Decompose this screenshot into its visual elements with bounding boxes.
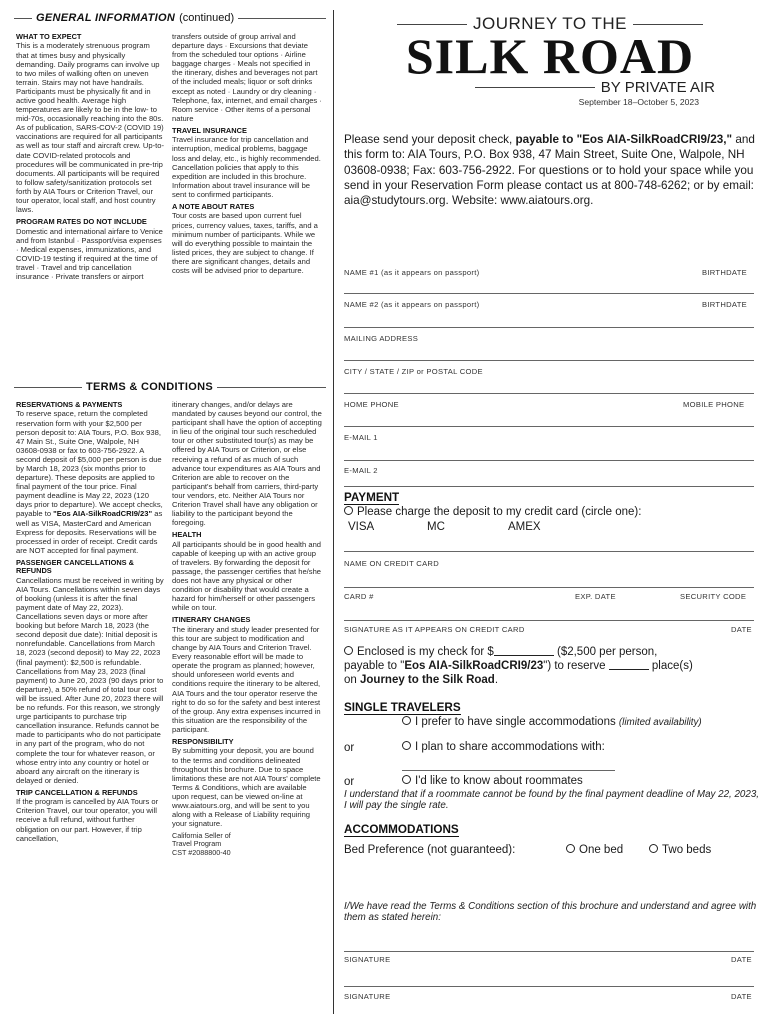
not-include-body: Domestic and international airfare to Venice and from Istanbul · Passport/visa expenses · Medical expenses, immunizations, and COVID-19 testing if required at the time of travel · Travel and trip cancellation insurance · Private transfers or airport bbox=[16, 226, 163, 282]
signature1-field[interactable] bbox=[344, 951, 754, 952]
security-code-label: SECURITY CODE bbox=[680, 592, 747, 601]
one-bed-text: One bed bbox=[579, 844, 624, 856]
payable-to: payable to "Eos AIA-SilkRoadCRI9/23," bbox=[515, 133, 733, 146]
email1-label: E-MAIL 1 bbox=[344, 433, 378, 442]
trip-cancel-continued: itinerary changes, and/or delays are mandated by causes beyond our control, the participant shall have the option of accepting in lieu of the original tour such rescheduled tour or other substituted tour(s) as may be offered by AIA Tours or Criterion, or else receiving a refund of as much of such advance tour expenditures as AIA Tours and Criterion are able to recover on the participant's behalf from carriers, third-party tour vendors, etc. Neither AIA Tours nor Criterion Travel shall have any obligation or liability to the participant beyond the foregoing. bbox=[172, 400, 322, 528]
name1-field[interactable] bbox=[344, 293, 754, 294]
terms-heading: TERMS & CONDITIONS bbox=[14, 381, 326, 393]
name2-field[interactable] bbox=[344, 327, 754, 328]
reservations-body-2: as well as VISA, MasterCard and American Express for deposits. Reservations will be processed in order of receipt. Credit cards are NOT accepted for final payment. bbox=[16, 509, 163, 555]
payment-heading: PAYMENT bbox=[344, 491, 400, 504]
single-accom-radio[interactable] bbox=[402, 716, 411, 725]
signature1-date-label: DATE bbox=[731, 955, 752, 964]
terms-agreement: I/We have read the Terms & Conditions section of this brochure and understand and agree with them as stated herein: bbox=[344, 901, 757, 923]
single-travelers-heading: SINGLE TRAVELERS bbox=[344, 701, 461, 714]
reservations-payee: "Eos AIA-SilkRoadCRI9/23" bbox=[53, 509, 153, 519]
general-col-2 bbox=[172, 32, 322, 278]
city-label: CITY / STATE / ZIP or POSTAL CODE bbox=[344, 367, 483, 376]
card-name-field[interactable] bbox=[344, 551, 754, 552]
tour-dates: September 18–October 5, 2023 bbox=[578, 97, 699, 107]
itinerary-body: The itinerary and study leader presented for this tour are subject to modification and change by AIA Tours and Criterion Travel. Every reasonable effort will be made to operate the program as planned; however, should unforeseen world events and conditions require the itinerary to be altered, AIA Tours and the tour operator reserve the right to do so for the safety and best interest of the group. Any extra expenses incurred in this situation are the responsibility of the participant. bbox=[172, 624, 321, 734]
phone-field[interactable] bbox=[344, 426, 754, 427]
signature2-date-label: DATE bbox=[731, 992, 752, 1001]
health-title: HEALTH bbox=[172, 530, 202, 540]
or-1: or bbox=[344, 742, 355, 754]
private-air-text: BY PRIVATE AIR bbox=[600, 79, 715, 96]
places-blank[interactable] bbox=[609, 660, 649, 670]
exp-date-label: EXP. DATE bbox=[575, 592, 616, 601]
mc-option[interactable]: MC bbox=[427, 521, 445, 533]
terms-col-1 bbox=[16, 400, 164, 846]
health-body: All participants should be in good health and capable of keeping up with an active group of travelers. By forwarding the deposit for passage, the passenger certifies that he/she does not have any physical or other condition or disability that would create a hazard for him/herself or other passengers while on tour. bbox=[172, 539, 322, 613]
signature2-label: SIGNATURE bbox=[344, 992, 391, 1001]
mobile-phone-label: MOBILE PHONE bbox=[683, 400, 745, 409]
signature2-field[interactable] bbox=[344, 986, 754, 987]
roommate-text: I'd like to know about roommates bbox=[415, 775, 583, 787]
signature1-label: SIGNATURE bbox=[344, 955, 391, 964]
trip-cancel-body: If the program is cancelled by AIA Tours or Criterion Travel, our tour operator, you will receive a full refund, without further obligation on our part. However, if trip cancellation, bbox=[16, 797, 159, 843]
journey-text: JOURNEY TO THE bbox=[472, 14, 628, 33]
name2-label: NAME #2 (as it appears on passport) bbox=[344, 300, 480, 309]
general-info-heading: GENERAL INFORMATION (continued) bbox=[14, 12, 326, 24]
email1-field[interactable] bbox=[344, 460, 754, 461]
card-signature-field[interactable] bbox=[344, 620, 754, 621]
email2-field[interactable] bbox=[344, 486, 754, 487]
share-accom-text: I plan to share accommodations with: bbox=[415, 741, 605, 753]
accommodations-heading: ACCOMMODATIONS bbox=[344, 823, 459, 836]
birthdate2-label: BIRTHDATE bbox=[702, 300, 748, 309]
card-signature-date-label: DATE bbox=[731, 625, 752, 634]
passenger-cancel-body: Cancellations must be received in writing by AIA Tours. Cancellations within seven days of booking (unless it is after the final payment date of May 22, 2023). Cancellations seven days or more after booking but before March 18, 2023 (the second deposit due date): Initial deposit is nonrefundable. Cancellations from March 18, 2023 (second deposit) to May 22, 2023 (final payment): $2,500 is refundable. Cancellations from May 23, 2023 (final payment) to June 20, 2023 (90 days prior to departure), a 50% refund of total tour cost will be issued. After June 20, 2023 there will be no refunds. For this reason, we strongly urge participants to purchase trip cancellation insurance. Refunds cannot be made to participants who do not participate in any part of the program, who do not complete the tour for whatever reason, or whose entry into any country or hotel or aboard any aircraft on the itinerary is delayed or denied. bbox=[16, 575, 164, 785]
exclusions-continued: transfers outside of group arrival and departure days · Excursions that deviate from the scheduled tour options · Airline baggage charges · Meals not specified in the itinerary, dishes and beverages not part of the included meals; liquor or soft drinks except as noted · Laundry or dry cleaning · Telephone, fax, internet, and email charges · Room service · Other items of a personal nature bbox=[172, 32, 322, 123]
travel-insurance-body: Travel insurance for trip cancellation and interruption, medical problems, baggage loss and delay, etc., is highly recommended. Cancellation policies that apply to this expedition are included in this brochure. Information about travel insurance will be sent to confirmed participants. bbox=[172, 135, 321, 199]
or-2: or bbox=[344, 776, 355, 788]
rates-note-body: Tour costs are based upon current fuel prices, currency values, taxes, tariffs, and a minimum number of participants. While we will do everything possible to maintain the listed prices, they are subject to change. If there are significant changes, details and costs will be advised prior to departure. bbox=[172, 211, 318, 275]
terms-col-2 bbox=[172, 400, 322, 857]
reservations-body-1: To reserve space, return the completed reservation form with your $2,500 per person deposit to: AIA Tours, P.O. Box 938, 47 Main St., Suite One, Walpole, NH 03608-0938 or fax to 603-756-2922. A second deposit of $5,000 per person is due by March 18, 2023 (six months prior to departure). These deposits are applied to final payment of the tour price. Final payment deadline is May 22, 2023 (120 days prior to departure). We accept checks, payable to bbox=[16, 409, 163, 519]
tour-title-block bbox=[345, 14, 755, 107]
card-name-label: NAME ON CREDIT CARD bbox=[344, 559, 440, 568]
amex-option[interactable]: AMEX bbox=[508, 521, 541, 533]
home-phone-label: HOME PHONE bbox=[344, 400, 399, 409]
single-rate-notice: I understand that if a roommate cannot be found by the final payment deadline of May 22, 2023, I will pay the single rate. bbox=[344, 789, 760, 811]
city-field[interactable] bbox=[344, 393, 754, 394]
silk-road-title: SILK ROAD bbox=[405, 28, 695, 84]
single-accom-text: I prefer to have single accommodations bbox=[415, 716, 616, 728]
birthdate1-label: BIRTHDATE bbox=[702, 268, 748, 277]
passenger-cancel-title: PASSENGER CANCELLATIONS & REFUNDS bbox=[16, 557, 134, 576]
bed-preference-label: Bed Preference (not guaranteed): bbox=[344, 844, 516, 856]
what-to-expect-title: WHAT TO EXPECT bbox=[16, 32, 82, 41]
share-accom-radio[interactable] bbox=[402, 741, 411, 750]
two-beds-radio[interactable] bbox=[649, 844, 658, 853]
seller-of-travel: California Seller of Travel Program CST #2088800-40 bbox=[172, 831, 231, 857]
charge-card-text: Please charge the deposit to my credit card (circle one): bbox=[357, 506, 642, 518]
travel-insurance-title: TRAVEL INSURANCE bbox=[172, 125, 247, 135]
card-signature-label: SIGNATURE AS IT APPEARS ON CREDIT CARD bbox=[344, 625, 525, 634]
itinerary-title: ITINERARY CHANGES bbox=[172, 615, 251, 625]
two-beds-text: Two beds bbox=[662, 844, 712, 856]
charge-card-radio[interactable] bbox=[344, 506, 353, 515]
check-enclosed: Enclosed is my check for $ ($2,500 per person, payable to "Eos AIA-SilkRoadCRI9/23") to reserve place(s) on Journey to the Silk Road. bbox=[344, 646, 693, 686]
general-col-1 bbox=[16, 32, 164, 284]
deposit-instructions: Please send your deposit check, payable to "Eos AIA-SilkRoadCRI9/23," and this form to: AIA Tours, P.O. Box 938, 47 Main Street, Suite One, Walpole, NH 03608-0938; Fax: 603-756-2922. For questions or to hold your space while you send in your Reservation Form please contact us at 800-748-6262; or by email: aia@studytours.org. Website: www.aiatours.org. bbox=[344, 133, 755, 208]
card-number-label: CARD # bbox=[344, 592, 374, 601]
mailing-field[interactable] bbox=[344, 360, 754, 361]
card-number-field[interactable] bbox=[344, 587, 754, 588]
responsibility-title: RESPONSIBILITY bbox=[172, 737, 234, 746]
check-amount-blank[interactable] bbox=[494, 646, 554, 656]
roommate-name-field[interactable] bbox=[402, 770, 615, 771]
column-divider bbox=[333, 10, 334, 1014]
email2-label: E-MAIL 2 bbox=[344, 466, 378, 475]
rates-note-title: A NOTE ABOUT RATES bbox=[172, 202, 255, 211]
responsibility-body: By submitting your deposit, you are bound to the terms and conditions delineated throughout this brochure. Due to space limitations these are not AIA Tours' complete Terms & Conditions, which are available upon request, can be viewed on-line at www.aiatours.org, and will be sent to you along with a Release of Liability requiring your signature. bbox=[172, 746, 321, 829]
trip-cancel-title: TRIP CANCELLATION & REFUNDS bbox=[16, 787, 138, 797]
name1-label: NAME #1 (as it appears on passport) bbox=[344, 268, 480, 277]
check-radio[interactable] bbox=[344, 646, 353, 655]
mailing-label: MAILING ADDRESS bbox=[344, 334, 419, 343]
limited-availability-note: (limited availability) bbox=[618, 717, 702, 728]
visa-option[interactable]: VISA bbox=[348, 521, 375, 533]
what-to-expect-body: This is a moderately strenuous program that at times busy and physically demanding. Daily programs can involve up to two miles of walking often on uneven terrain. Stairs may not have handrails. Participants must be physically fit and in active good health. Average high temperatures are likely to be in the low- to mid-70s, occasionally reaching into the 80s. As of publication, SARS-COV-2 (COVID 19) vaccinations are required for all participants as well as tour staff and aircraft crew. Up-to-date COVID-related protocols and procedures will be communicated in pre-trip documents. All participants will be required to follow safety/sanitization protocols set forth by AIA Tours or Criterion Travel, our tour operator, local staff, and host country laws. bbox=[16, 41, 164, 215]
not-include-title: PROGRAM RATES DO NOT INCLUDE bbox=[16, 217, 147, 227]
roommate-radio[interactable] bbox=[402, 775, 411, 784]
reservations-title: RESERVATIONS & PAYMENTS bbox=[16, 400, 123, 409]
one-bed-radio[interactable] bbox=[566, 844, 575, 853]
